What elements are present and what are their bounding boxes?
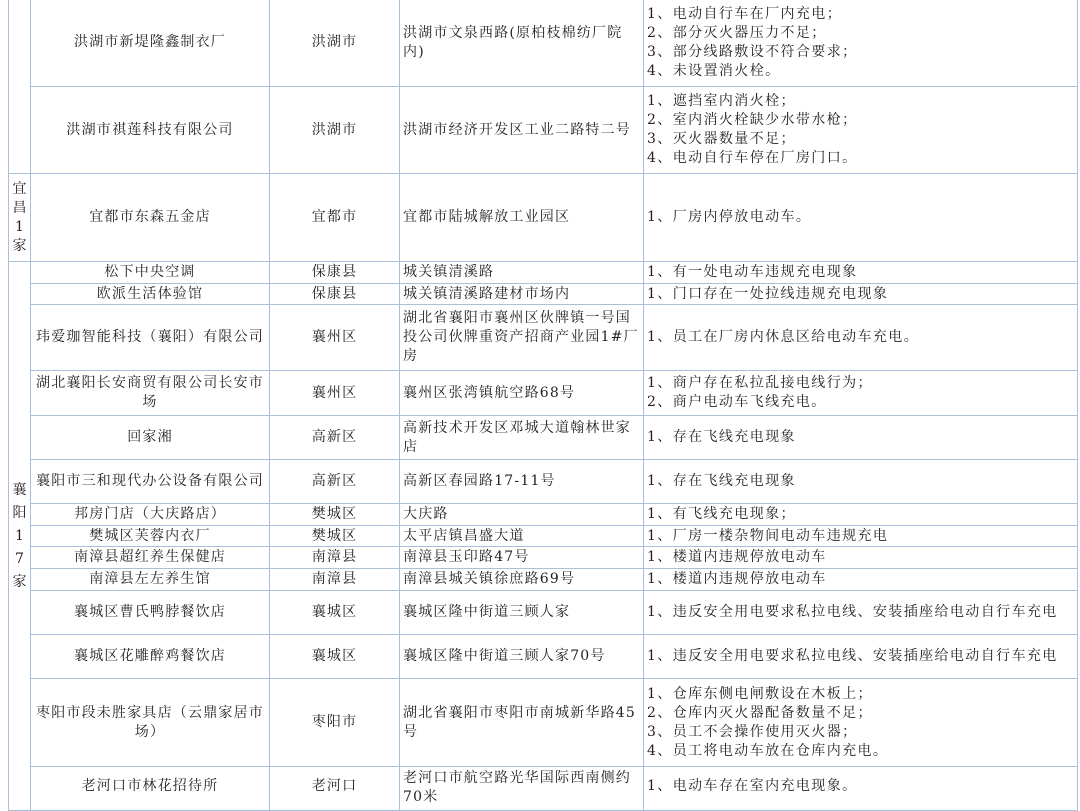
address: 湖北省襄阳市枣阳市南城新华路45号 <box>400 679 644 767</box>
unit-name: 老河口市林花招待所 <box>31 767 270 811</box>
address: 洪湖市文泉西路(原柏枝棉纺厂院内) <box>400 0 644 87</box>
region-cell-yichang: 宜昌1家 <box>9 174 31 262</box>
issues: 1、存在飞线充电现象 <box>644 460 1078 504</box>
unit-name: 襄阳市三和现代办公设备有限公司 <box>31 460 270 504</box>
unit-name: 枣阳市段未胜家具店（云鼎家居市场） <box>31 679 270 767</box>
issues: 1、存在飞线充电现象 <box>644 416 1078 460</box>
area-name: 襄州区 <box>270 305 400 371</box>
issues: 1、有一处电动车违规充电现象 <box>644 262 1078 284</box>
unit-name: 襄城区花雕醉鸡餐饮店 <box>31 635 270 679</box>
table-row <box>9 262 1078 284</box>
region-cell-xiangyang: 襄阳17家 <box>9 262 31 811</box>
unit-name: 欧派生活体验馆 <box>31 284 270 305</box>
issues: 1、违反安全用电要求私拉电线、安装插座给电动自行车充电 <box>644 591 1078 635</box>
unit-name: 南漳县左左养生馆 <box>31 569 270 591</box>
area-name: 枣阳市 <box>270 679 400 767</box>
issues: 1、遮挡室内消火栓； 2、室内消火栓缺少水带水枪； 3、灭火器数量不足； 4、电动自行车停在厂房门口。 <box>644 87 1078 174</box>
issues: 1、有飞线充电现象； <box>644 504 1078 526</box>
address: 大庆路 <box>400 504 644 526</box>
issues: 1、电动车存在室内充电现象。 <box>644 767 1078 811</box>
address: 南漳县城关镇徐庶路69号 <box>400 569 644 591</box>
area-name: 南漳县 <box>270 569 400 591</box>
unit-name: 洪湖市祺莲科技有限公司 <box>31 87 270 174</box>
issues: 1、电动自行车在厂内充电； 2、部分灭火器压力不足； 3、部分线路敷设不符合要求； 4、未设置消火栓。 <box>644 0 1078 87</box>
issues: 1、楼道内违规停放电动车 <box>644 547 1078 569</box>
unit-name: 松下中央空调 <box>31 262 270 284</box>
table-row <box>9 547 1078 569</box>
unit-name: 南漳县超红养生保健店 <box>31 547 270 569</box>
area-name: 樊城区 <box>270 504 400 526</box>
table-row <box>9 0 1078 87</box>
address: 太平店镇昌盛大道 <box>400 526 644 547</box>
table-row <box>9 635 1078 679</box>
address: 襄州区张湾镇航空路68号 <box>400 371 644 416</box>
address: 高新技术开发区邓城大道翰林世家店 <box>400 416 644 460</box>
area-name: 高新区 <box>270 460 400 504</box>
area-name: 高新区 <box>270 416 400 460</box>
unit-name: 樊城区芙蓉内衣厂 <box>31 526 270 547</box>
address: 南漳县玉印路47号 <box>400 547 644 569</box>
issues: 1、楼道内违规停放电动车 <box>644 569 1078 591</box>
unit-name: 玮爱珈智能科技（襄阳）有限公司 <box>31 305 270 371</box>
table-row <box>9 87 1078 174</box>
issues: 1、仓库东侧电闸敷设在木板上； 2、仓库内灭火器配备数量不足； 3、员工不会操作使用灭火器； 4、员工将电动车放在仓库内充电。 <box>644 679 1078 767</box>
issues: 1、违反安全用电要求私拉电线、安装插座给电动自行车充电 <box>644 635 1078 679</box>
address: 高新区春园路17-11号 <box>400 460 644 504</box>
area-name: 襄城区 <box>270 591 400 635</box>
unit-name: 襄城区曹氏鸭脖餐饮店 <box>31 591 270 635</box>
table-row <box>9 284 1078 305</box>
address: 湖北省襄阳市襄州区伙牌镇一号国投公司伙牌重资产招商产业园1#厂房 <box>400 305 644 371</box>
table-row <box>9 504 1078 526</box>
area-name: 保康县 <box>270 284 400 305</box>
area-name: 樊城区 <box>270 526 400 547</box>
issues: 1、商户存在私拉乱接电线行为； 2、商户电动车飞线充电。 <box>644 371 1078 416</box>
table-row <box>9 569 1078 591</box>
table-row <box>9 416 1078 460</box>
issues: 1、门口存在一处拉线违规充电现象 <box>644 284 1078 305</box>
table-row <box>9 174 1078 262</box>
area-name: 洪湖市 <box>270 87 400 174</box>
area-name: 老河口 <box>270 767 400 811</box>
area-name: 洪湖市 <box>270 0 400 87</box>
table-row <box>9 767 1078 811</box>
table-row <box>9 591 1078 635</box>
area-name: 襄州区 <box>270 371 400 416</box>
table-row <box>9 460 1078 504</box>
table-row <box>9 371 1078 416</box>
unit-name: 邦房门店（大庆路店） <box>31 504 270 526</box>
address: 老河口市航空路光华国际西南侧约70米 <box>400 767 644 811</box>
area-name: 南漳县 <box>270 547 400 569</box>
unit-name: 洪湖市新堤隆鑫制衣厂 <box>31 0 270 87</box>
area-name: 襄城区 <box>270 635 400 679</box>
issues: 1、厂房内停放电动车。 <box>644 174 1078 262</box>
address: 襄城区隆中街道三顾人家 <box>400 591 644 635</box>
issues: 1、员工在厂房内休息区给电动车充电。 <box>644 305 1078 371</box>
region-cell-top <box>9 0 31 174</box>
unit-name: 回家湘 <box>31 416 270 460</box>
address: 襄城区隆中街道三顾人家70号 <box>400 635 644 679</box>
address: 城关镇清溪路 <box>400 262 644 284</box>
table-row <box>9 526 1078 547</box>
table-row <box>9 305 1078 371</box>
address: 洪湖市经济开发区工业二路特二号 <box>400 87 644 174</box>
table-row <box>9 679 1078 767</box>
unit-name: 宜都市东森五金店 <box>31 174 270 262</box>
address: 城关镇清溪路建材市场内 <box>400 284 644 305</box>
area-name: 保康县 <box>270 262 400 284</box>
issues: 1、厂房一楼杂物间电动车违规充电 <box>644 526 1078 547</box>
unit-name: 湖北襄阳长安商贸有限公司长安市场 <box>31 371 270 416</box>
inspection-table <box>8 0 1078 811</box>
address: 宜都市陆城解放工业园区 <box>400 174 644 262</box>
area-name: 宜都市 <box>270 174 400 262</box>
